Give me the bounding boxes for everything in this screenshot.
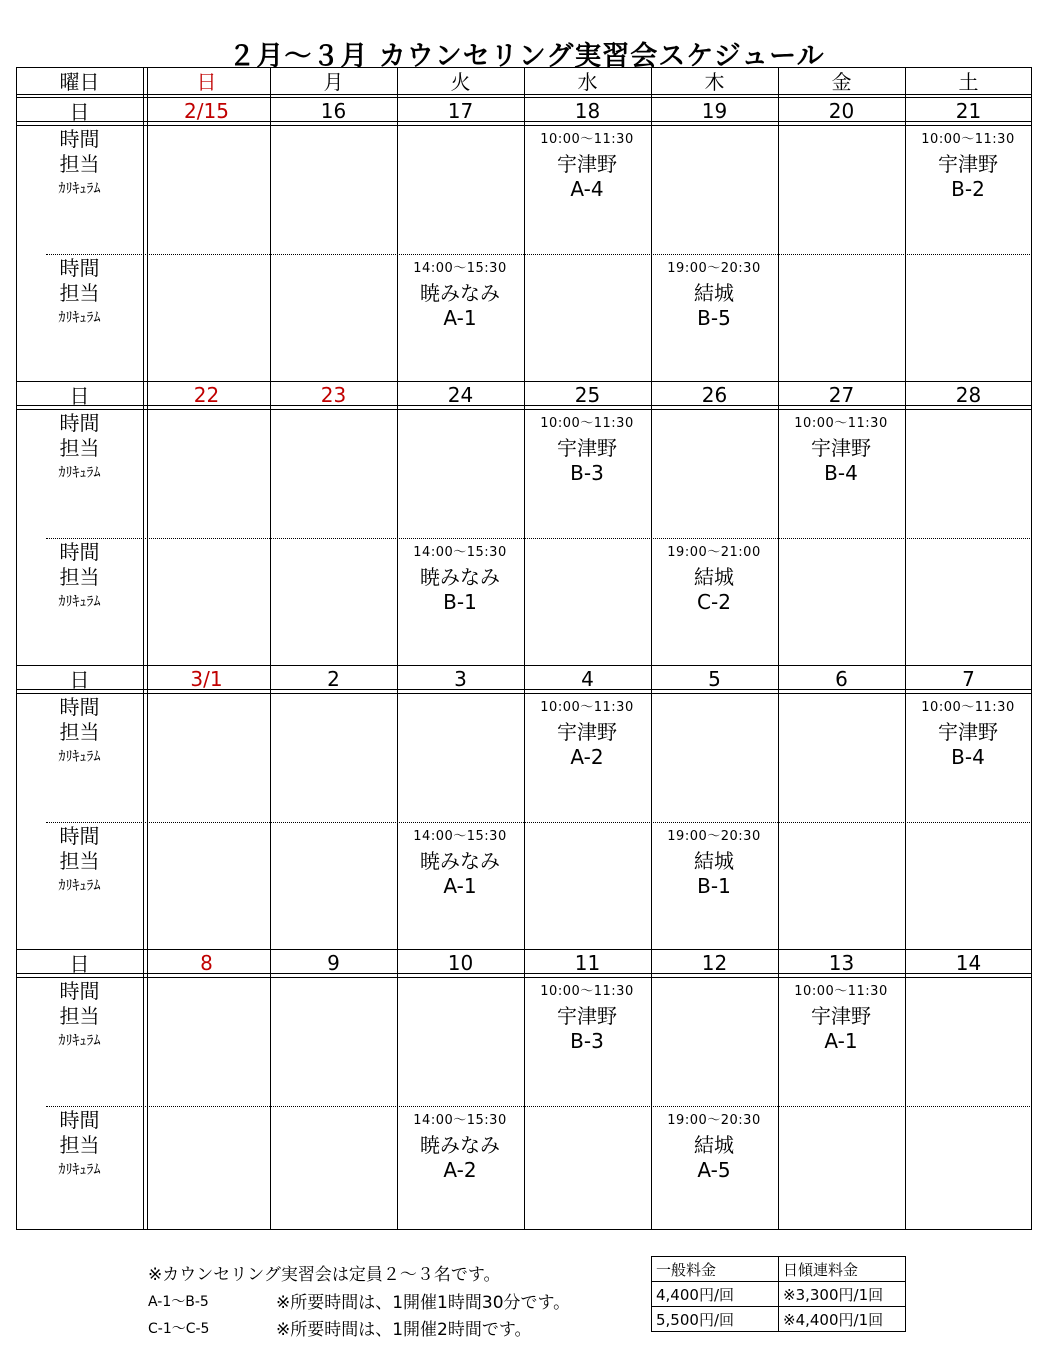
session-instructor: 宇津野 <box>557 1004 617 1028</box>
date-row-label: 日 <box>69 952 90 976</box>
curriculum-label: ｶﾘｷｭﾗﾑ <box>58 878 101 894</box>
date-cell: 23 <box>320 382 347 407</box>
session-instructor: 暁みなみ <box>420 849 500 873</box>
slot-label <box>16 256 143 331</box>
session-instructor: 結城 <box>694 565 734 589</box>
slot-divider <box>46 822 1032 823</box>
curriculum-label: ｶﾘｷｭﾗﾑ <box>58 594 101 610</box>
date-cell: 3 <box>454 666 467 691</box>
date-cell: 9 <box>327 950 340 975</box>
session-curriculum: A-1 <box>443 874 477 898</box>
column-divider <box>524 67 525 1230</box>
slot-divider <box>46 254 1032 255</box>
curriculum-label: ｶﾘｷｭﾗﾑ <box>58 310 101 326</box>
date-cell: 8 <box>200 950 213 975</box>
slot-label <box>16 1108 143 1183</box>
date-cell: 6 <box>835 666 848 691</box>
session-instructor: 宇津野 <box>938 720 998 744</box>
date-cell: 21 <box>955 98 982 123</box>
staff-label: 担当 <box>59 281 100 305</box>
date-cell: 13 <box>828 950 855 975</box>
session-instructor: 暁みなみ <box>420 281 500 305</box>
curriculum-label: ｶﾘｷｭﾗﾑ <box>58 749 101 765</box>
session-curriculum: A-2 <box>570 745 604 769</box>
fee-table <box>651 1256 906 1332</box>
session-entry <box>524 127 650 202</box>
session-entry <box>397 824 523 899</box>
curriculum-label: ｶﾘｷｭﾗﾑ <box>58 1162 101 1178</box>
session-curriculum: B-5 <box>697 306 731 330</box>
slot-divider <box>46 538 1032 539</box>
date-cell: 24 <box>447 382 474 407</box>
weekday-header: 月 <box>323 70 344 94</box>
column-divider <box>143 67 144 1230</box>
curriculum-range-2: C-1～C-5 <box>148 1321 210 1337</box>
date-cell: 11 <box>574 950 601 975</box>
session-curriculum: A-4 <box>570 177 604 201</box>
date-cell: 3/1 <box>190 666 223 691</box>
session-time: 10:00～11:30 <box>921 132 1015 147</box>
session-entry <box>651 824 777 899</box>
session-time: 10:00～11:30 <box>794 984 888 999</box>
session-curriculum: B-4 <box>951 745 985 769</box>
date-cell: 2/15 <box>184 98 229 123</box>
session-curriculum: A-5 <box>697 1158 731 1182</box>
slot-label <box>16 127 143 202</box>
session-time: 19:00～20:30 <box>667 261 761 276</box>
time-label: 時間 <box>59 1108 100 1132</box>
session-curriculum: C-2 <box>697 590 731 614</box>
date-cell: 14 <box>955 950 982 975</box>
session-curriculum: B-4 <box>824 461 858 485</box>
time-label: 時間 <box>59 256 100 280</box>
session-instructor: 暁みなみ <box>420 1133 500 1157</box>
row-divider <box>16 693 1032 694</box>
session-entry <box>905 695 1031 770</box>
date-cell: 16 <box>320 98 347 123</box>
fee-member-2: ※4,400円/1回 <box>779 1307 906 1332</box>
staff-label: 担当 <box>59 849 100 873</box>
session-instructor: 宇津野 <box>557 720 617 744</box>
column-divider <box>778 67 779 1230</box>
column-divider <box>651 67 652 1230</box>
date-row-label: 日 <box>69 100 90 124</box>
fee-header-member: 日傾連料金 <box>779 1257 906 1282</box>
staff-label: 担当 <box>59 565 100 589</box>
row-divider <box>16 409 1032 410</box>
session-instructor: 宇津野 <box>811 1004 871 1028</box>
row-divider <box>16 977 1032 978</box>
session-instructor: 宇津野 <box>811 436 871 460</box>
page-title: ２月～３月 カウンセリング実習会スケジュール <box>228 41 825 72</box>
session-instructor: 宇津野 <box>557 152 617 176</box>
staff-label: 担当 <box>59 1133 100 1157</box>
session-instructor: 宇津野 <box>938 152 998 176</box>
weekday-header: 火 <box>450 70 471 94</box>
date-cell: 18 <box>574 98 601 123</box>
session-entry <box>397 1108 523 1183</box>
duration-note-2: ※所要時間は、1開催2時間です。 <box>276 1320 532 1340</box>
staff-label: 担当 <box>59 1004 100 1028</box>
session-time: 10:00～11:30 <box>540 984 634 999</box>
date-cell: 27 <box>828 382 855 407</box>
session-instructor: 宇津野 <box>557 436 617 460</box>
fee-member-1: ※3,300円/1回 <box>779 1282 906 1307</box>
column-divider <box>270 67 271 1230</box>
session-curriculum: A-1 <box>443 306 477 330</box>
row-divider <box>16 94 1032 95</box>
duration-note-1: ※所要時間は、1開催1時間30分です。 <box>276 1293 571 1313</box>
date-row-label: 日 <box>69 384 90 408</box>
time-label: 時間 <box>59 824 100 848</box>
session-entry <box>651 256 777 331</box>
curriculum-label: ｶﾘｷｭﾗﾑ <box>58 181 101 197</box>
date-cell: 25 <box>574 382 601 407</box>
weekday-header: 土 <box>958 70 979 94</box>
slot-label <box>16 540 143 615</box>
time-label: 時間 <box>59 979 100 1003</box>
staff-label: 担当 <box>59 720 100 744</box>
column-divider <box>905 67 906 1230</box>
session-entry <box>524 695 650 770</box>
date-cell: 7 <box>962 666 975 691</box>
time-label: 時間 <box>59 127 100 151</box>
slot-label <box>16 979 143 1054</box>
weekday-header: 金 <box>831 70 852 94</box>
slot-divider <box>46 1106 1032 1107</box>
weekday-header-label: 曜日 <box>59 70 100 94</box>
slot-label <box>16 695 143 770</box>
session-instructor: 結城 <box>694 1133 734 1157</box>
date-cell: 12 <box>701 950 728 975</box>
session-time: 10:00～11:30 <box>540 416 634 431</box>
capacity-note: ※カウンセリング実習会は定員２～３名です。 <box>148 1265 501 1285</box>
date-cell: 26 <box>701 382 728 407</box>
session-instructor: 結城 <box>694 281 734 305</box>
curriculum-label: ｶﾘｷｭﾗﾑ <box>58 1033 101 1049</box>
time-label: 時間 <box>59 695 100 719</box>
date-cell: 22 <box>193 382 220 407</box>
weekday-header: 水 <box>577 70 598 94</box>
slot-label <box>16 411 143 486</box>
slot-label <box>16 824 143 899</box>
session-time: 14:00～15:30 <box>413 545 507 560</box>
date-cell: 28 <box>955 382 982 407</box>
session-time: 19:00～20:30 <box>667 829 761 844</box>
session-time: 19:00～21:00 <box>667 545 761 560</box>
session-time: 14:00～15:30 <box>413 1113 507 1128</box>
staff-label: 担当 <box>59 152 100 176</box>
session-entry <box>651 540 777 615</box>
session-instructor: 結城 <box>694 849 734 873</box>
session-entry <box>397 540 523 615</box>
session-time: 10:00～11:30 <box>794 416 888 431</box>
date-cell: 10 <box>447 950 474 975</box>
staff-label: 担当 <box>59 436 100 460</box>
session-curriculum: B-3 <box>570 461 604 485</box>
column-divider <box>147 67 148 1230</box>
session-entry <box>778 411 904 486</box>
session-curriculum: B-1 <box>697 874 731 898</box>
date-row-label: 日 <box>69 668 90 692</box>
session-instructor: 暁みなみ <box>420 565 500 589</box>
session-curriculum: A-2 <box>443 1158 477 1182</box>
session-time: 10:00～11:30 <box>921 700 1015 715</box>
session-curriculum: B-2 <box>951 177 985 201</box>
date-cell: 2 <box>327 666 340 691</box>
session-entry <box>524 979 650 1054</box>
fee-general-1: 4,400円/回 <box>652 1282 779 1307</box>
date-cell: 20 <box>828 98 855 123</box>
curriculum-label: ｶﾘｷｭﾗﾑ <box>58 465 101 481</box>
curriculum-range-1: A-1～B-5 <box>148 1294 209 1310</box>
fee-general-2: 5,500円/回 <box>652 1307 779 1332</box>
date-cell: 4 <box>581 666 594 691</box>
session-time: 14:00～15:30 <box>413 261 507 276</box>
session-entry <box>651 1108 777 1183</box>
session-time: 10:00～11:30 <box>540 700 634 715</box>
session-entry <box>397 256 523 331</box>
date-cell: 19 <box>701 98 728 123</box>
weekday-header: 日 <box>196 70 217 94</box>
session-entry <box>524 411 650 486</box>
date-cell: 5 <box>708 666 721 691</box>
schedule-table <box>16 67 1032 1230</box>
session-curriculum: A-1 <box>824 1029 858 1053</box>
column-divider <box>397 67 398 1230</box>
session-entry <box>778 979 904 1054</box>
fee-header-general: 一般料金 <box>652 1257 779 1282</box>
row-divider <box>16 125 1032 126</box>
session-entry <box>905 127 1031 202</box>
date-cell: 17 <box>447 98 474 123</box>
time-label: 時間 <box>59 540 100 564</box>
session-curriculum: B-3 <box>570 1029 604 1053</box>
weekday-header: 木 <box>704 70 725 94</box>
session-curriculum: B-1 <box>443 590 477 614</box>
session-time: 10:00～11:30 <box>540 132 634 147</box>
session-time: 14:00～15:30 <box>413 829 507 844</box>
session-time: 19:00～20:30 <box>667 1113 761 1128</box>
time-label: 時間 <box>59 411 100 435</box>
